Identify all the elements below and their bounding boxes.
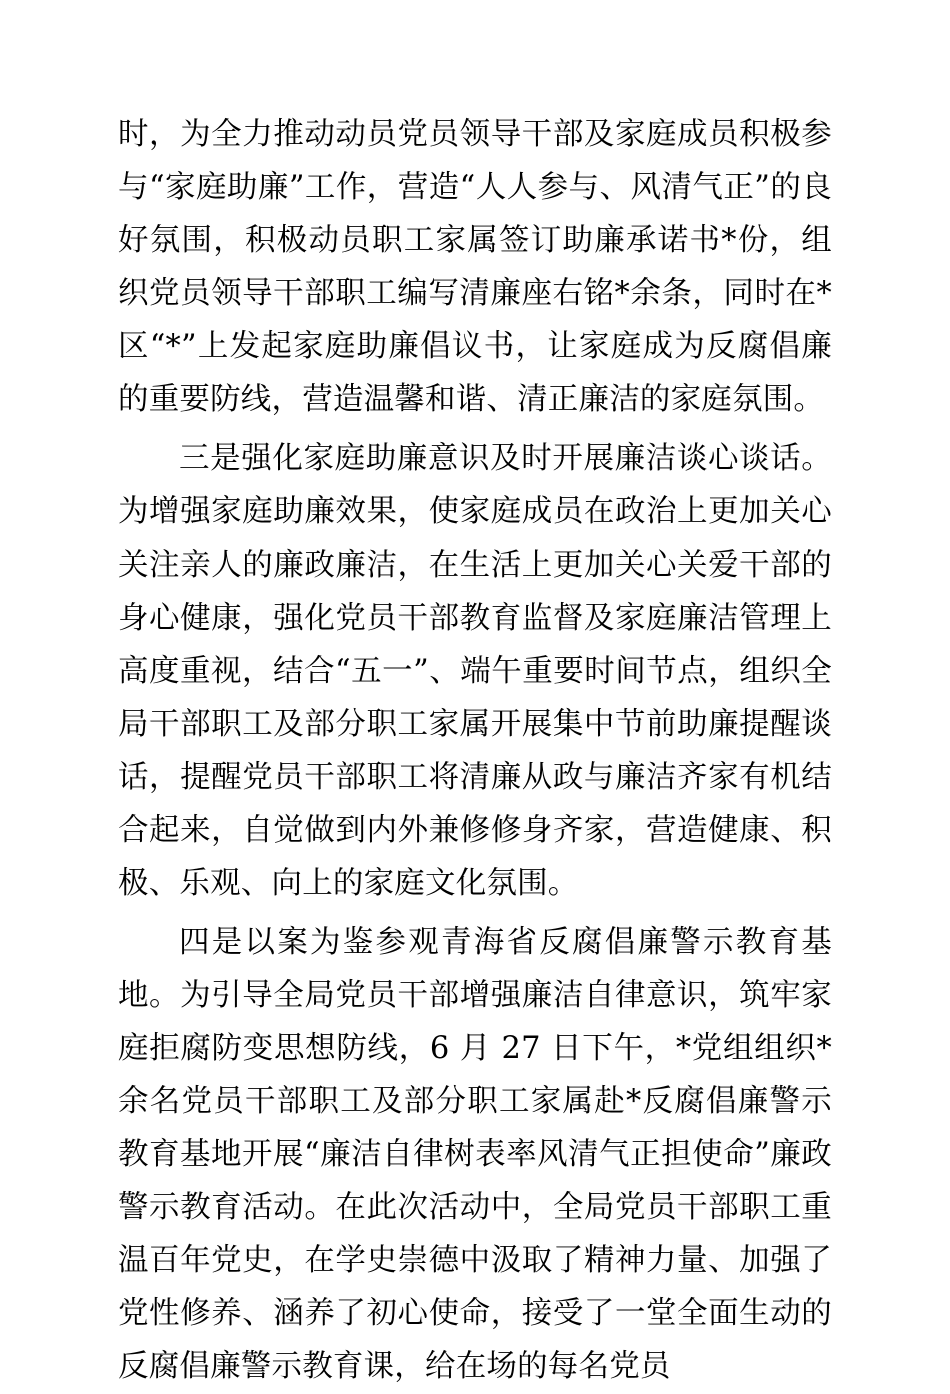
document-body (118, 108, 832, 1394)
paragraph-1: 时，为全力推动动员党员领导干部及家庭成员积极参与“家庭助廉”工作，营造“人人参与、风清气正”的良好氛围，积极动员职工家属签订助廉承诺书*份，组织党员领导干部职工编写清廉座右铭*余条，同时在*区“*”上发起家庭助廉倡议书，让家庭成为反腐倡廉的重要防线，营造温馨和谐、清正廉洁的家庭氛围。 (118, 117, 832, 418)
paragraph-2: 三是强化家庭助廉意识及时开展廉洁谈心谈话。为增强家庭助廉效果，使家庭成员在政治上更加关心关注亲人的廉政廉洁，在生活上更加关心关爱干部的身心健康，强化党员干部教育监督及家庭廉洁管理上高度重视，结合“五一”、端午重要时间节点，组织全局干部职工及部分职工家属开展集中节前助廉提醒谈话，提醒党员干部职工将清廉从政与廉洁齐家有机结合起来，自觉做到内外兼修修身齐家，营造健康、积极、乐观、向上的家庭文化氛围。 (118, 441, 832, 901)
paragraph-3: 四是以案为鉴参观青海省反腐倡廉警示教育基地。为引导全局党员干部增强廉洁自律意识，筑牢家庭拒腐防变思想防线，6 月 27 日下午，*党组组织*余名党员干部职工及部分职工家属赴*反腐倡廉警示教育基地开展“廉洁自律树表率风清气正担使命”廉政警示教育活动。在此次活动中，全局党员干部职工重温百年党史，在学史崇德中汲取了精神力量、加强了党性修养、涵养了初心使命，接受了一堂全面生动的反腐倡廉警示教育课，给在场的每名党员 (118, 924, 832, 1385)
